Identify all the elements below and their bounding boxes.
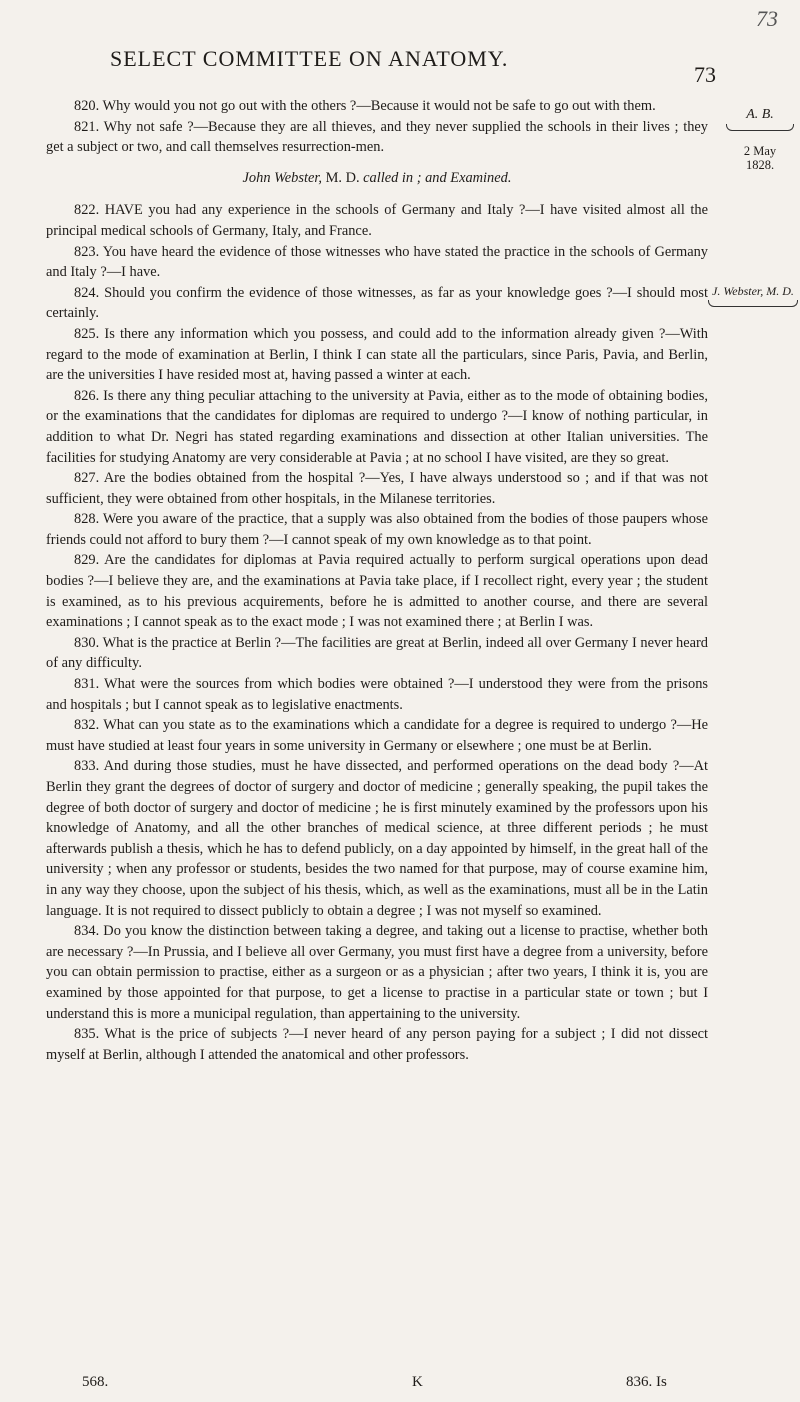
paragraph-826: 826. Is there any thing peculiar attaching to the university at Pavia, either as to the mode of obtaining bodies, or the examinations that the candidates for diplomas are required to undergo ?—I know of nothing particular, in addition to what Dr. Negri has stated regarding examinations and dissection at other Italian universities. The facilities for studying Anatomy are very considerable at Pavia ; at no school I have visited, are they so great. (46, 387, 708, 466)
sidenote-date (724, 144, 796, 172)
paragraph-820: 820. Why would you not go out with the others ?—Because it would not be safe to go out with them. (74, 98, 656, 114)
sidenote-witness-initials (724, 108, 796, 133)
sidenote-brace (708, 300, 798, 307)
paragraph-821: 821. Why not safe ?—Because they are all thieves, and they never supplied the schools in their lives ; they get a subject or two, and call themselves resurrection-men. (46, 118, 708, 156)
sidenote-date-line2: 1828. (745, 158, 775, 172)
evidence-body (46, 96, 708, 1065)
paragraph-828: 828. Were you aware of the practice, that a supply was also obtained from the bodies of those paupers whose friends could not afford to bury them ?—I cannot speak of my own knowledge as to that point. (46, 511, 708, 548)
corner-page-mark: 73 (756, 6, 778, 31)
witness-name: John Webster, (242, 169, 322, 186)
paragraph-825: 825. Is there any information which you possess, and could add to the information already given ?—With regard to the mode of examination at Berlin, I think I can state all the particulars, since Paris, Pavia, and Berlin, are the universities I have resided most at, having passed a winter at each. (46, 325, 708, 384)
paragraph-824: 824. Should you confirm the evidence of those witnesses, as far as your knowledge goes ?—I should most certainly. (46, 284, 708, 322)
paragraph-834: 834. Do you know the distinction between taking a degree, and taking out a license to practise, whether both are necessary ?—In Prussia, and I believe all over Germany, you must first have a degree from a university, before you can obtain permission to practise, either as a surgeon or as a physician ; after two years, I think it is, you are examined by those appointed for that purpose, to get a license to practise in a particular state or town ; but I understand this is more a municipal regulation, than appertaining to the university. (46, 923, 708, 1022)
paragraph-830: 830. What is the practice at Berlin ?—The facilities are great at Berlin, indeed all over Germany I never heard of any difficulty. (46, 634, 708, 672)
paragraph-829: 829. Are the candidates for diplomas at Pavia required actually to perform surgical operations upon dead bodies ?—I believe they are, and the examinations at Pavia take place, if I recollect right, every year ; the student is examined, as to his previous acquirements, before he is admitted to another course, and there are several examinations ; I cannot speak as to the exact mode ; I was not examined there ; at Berlin I was. (46, 552, 708, 631)
page-number: 73 (694, 62, 716, 87)
sidenote-webster-text: J. Webster, M. D. (712, 284, 794, 298)
paragraph-833: 833. And during those studies, must he have dissected, and performed operations on the dead body ?—At Berlin they grant the degrees of doctor of surgery and doctor of medicine ; generally speaking, the pupil takes the degree of both doctor of surgery and doctor of medicine ; he is first minutely examined by the professors upon his knowledge of Anatomy, and all the other branches of medical science, at three different periods ; he must afterwards publish a thesis, which he has to defend publicly, on a day appointed by himself, in the great hall of the university ; when any professor or students, besides the two named for that purpose, may of course examine him, in any way they choose, upon the subject of his thesis, which, as well as the examinations, must all be in the Latin language. It is not required to dissect publicly to obtain a degree ; I was not myself so examined. (46, 758, 708, 919)
running-head: SELECT COMMITTEE ON ANATOMY. (110, 46, 509, 71)
witness-degree: M. D. (325, 169, 360, 186)
sidenote-date-line1: 2 May (743, 144, 777, 158)
paragraph-822: 822. HAVE you had any experience in the schools of Germany and Italy ?—I have visited almost all the principal medical schools of Germany, Italy, and France. (46, 202, 708, 239)
sidenote-brace (726, 124, 794, 131)
footer-catchword: 836. Is (626, 1374, 667, 1390)
footer-signature: 568. (82, 1374, 109, 1390)
paragraph-823: 823. You have heard the evidence of those witnesses who have stated the practice in the schools of Germany and Italy ?—I have. (46, 243, 708, 281)
paragraph-832: 832. What can you state as to the examinations which a candidate for a degree is required to undergo ?—He must have studied at least four years in some university in Germany or elsewhere ; one must be at Berlin. (46, 717, 708, 754)
paragraph-835: 835. What is the price of subjects ?—I never heard of any person paying for a subject ; I did not dissect myself at Berlin, although I attended the anatomical and other professors. (46, 1026, 708, 1063)
witness-heading (46, 168, 708, 189)
paragraph-831: 831. What were the sources from which bodies were obtained ?—I understood they were from the prisons and hospitals ; but I cannot speak as to legislative enactments. (46, 676, 708, 713)
paragraph-827: 827. Are the bodies obtained from the hospital ?—Yes, I have always understood so ; and if that was not sufficient, they were obtained from other hospitals, in the Milanese territories. (46, 470, 708, 507)
footer-sheet-letter: K (412, 1374, 423, 1390)
sidenote-witness-name (706, 284, 800, 309)
witness-called-in: called in ; and Examined. (363, 169, 512, 186)
sidenote-ab-text: A. B. (746, 107, 774, 122)
